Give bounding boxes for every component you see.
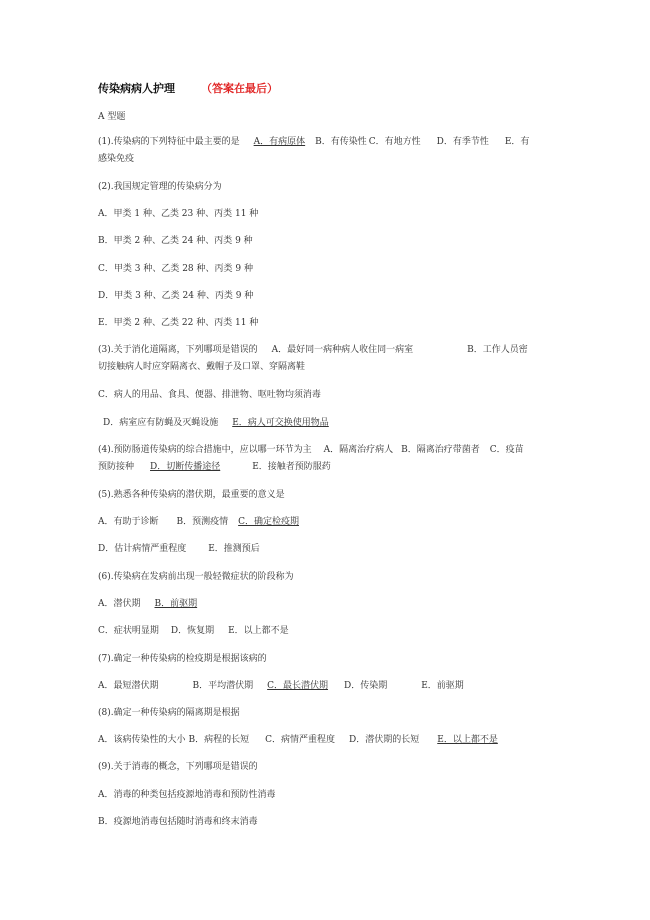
q9-stem: (9).关于消毒的概念，下列哪项是错误的	[98, 762, 258, 772]
q7-option-c: C．最长潜伏期	[267, 681, 329, 691]
q3-option-d: D．病室应有防蝇及灭蝇设施	[103, 418, 219, 428]
q6-option-a: A．潜伏期	[98, 599, 141, 609]
q9-option-b: B．疫源地消毒包括随时消毒和终末消毒	[98, 817, 258, 827]
section-heading: A 型题	[98, 112, 126, 122]
question-1	[98, 135, 529, 150]
question-3	[98, 343, 528, 358]
q8-option-e: E．以上都不是	[437, 735, 498, 745]
q3-option-c: C．病人的用品、食具、便器、排泄物、呕吐物均须消毒	[98, 390, 321, 400]
q8-options	[98, 733, 498, 748]
q7-option-b: B．平均潜伏期	[192, 681, 254, 691]
q7-options	[98, 679, 464, 694]
q6-option-c: C．症状明显期	[98, 626, 159, 636]
q4-option-b: B．隔离治疗带菌者	[401, 445, 480, 455]
q7-option-e: E．前驱期	[421, 681, 464, 691]
q9-option-a: A．消毒的种类包括疫源地消毒和预防性消毒	[98, 790, 276, 800]
q6-option-d: D．恢复期	[170, 626, 215, 636]
q1-option-a: A．有病原体	[253, 137, 306, 147]
q6-options-cde	[98, 624, 289, 639]
q4-option-a: A．隔离治疗病人	[323, 445, 394, 455]
q8-stem: (8).确定一种传染病的隔离期是根据	[98, 708, 240, 718]
q1-option-b: B．有传染性	[315, 137, 367, 147]
q3-option-e: E．病人可交换使用物品	[232, 418, 329, 428]
q4-option-c: C．疫苗	[489, 445, 524, 455]
answer-note: （答案在最后）	[201, 82, 278, 95]
q1-option-e-continued: 感染免疫	[98, 154, 135, 164]
q3-option-b-continued: 切接触病人时应穿隔离衣、戴帽子及口罩、穿隔离鞋	[98, 362, 306, 372]
q5-option-d: D．估计病情严重程度	[98, 544, 187, 554]
q4-stem: (4).预防肠道传染病的综合措施中，应以哪一环节为主	[98, 445, 312, 455]
title-text: 传染病病人护理	[98, 82, 175, 95]
q2-option-a: A．甲类 1 种、乙类 23 种、丙类 11 种	[98, 209, 259, 219]
q2-option-c: C．甲类 3 种、乙类 28 种、丙类 9 种	[98, 264, 253, 274]
q6-options-ab	[98, 597, 197, 612]
q1-option-e: E．有	[504, 137, 530, 147]
q4-line-2	[98, 460, 331, 475]
q4-option-c-continued: 预防接种	[98, 462, 135, 472]
q4-option-d: D．切断传播途径	[150, 462, 221, 472]
q5-options-abc	[98, 515, 299, 530]
q3-options-de	[103, 416, 329, 431]
q2-option-b: B．甲类 2 种、乙类 24 种、丙类 9 种	[98, 236, 253, 246]
q4-option-e: E．接触者预防服药	[252, 462, 331, 472]
q5-options-de	[98, 542, 260, 557]
q8-option-d: D．潜伏期的长短	[349, 735, 420, 745]
q2-stem: (2).我国规定管理的传染病分为	[98, 182, 222, 192]
q6-stem: (6).传染病在发病前出现一般轻微症状的阶段称为	[98, 572, 294, 582]
q5-option-b: B．预测疫情	[176, 517, 229, 527]
q8-option-a: A．该病传染性的大小	[98, 735, 186, 745]
document-title	[98, 80, 278, 96]
q7-option-d: D．传染期	[344, 681, 388, 691]
q5-stem: (5).熟悉各种传染病的潜伏期，最重要的意义是	[98, 490, 285, 500]
q2-option-d: D．甲类 3 种、乙类 24 种、丙类 9 种	[98, 291, 254, 301]
q7-stem: (7).确定一种传染病的检疫期是根据该病的	[98, 654, 267, 664]
question-4	[98, 443, 524, 458]
q7-option-a: A．最短潜伏期	[98, 681, 159, 691]
q1-stem: (1).传染病的下列特征中最主要的是	[98, 137, 240, 147]
q8-option-b: B．病程的长短	[188, 735, 250, 745]
q3-stem: (3).关于消化道隔离，下列哪项是错误的	[98, 345, 258, 355]
q3-option-a: A．最好同一病种病人收住同一病室	[271, 345, 414, 355]
q2-option-e: E．甲类 2 种、乙类 22 种、丙类 11 种	[98, 318, 259, 328]
q1-option-d: D．有季节性	[436, 137, 489, 147]
q6-option-e: E．以上都不是	[228, 626, 289, 636]
q6-option-b: B．前驱期	[154, 599, 198, 609]
q3-option-b: B．工作人员密	[467, 345, 528, 355]
q1-option-c: C．有地方性	[368, 137, 421, 147]
q5-option-c: C．确定检疫期	[238, 517, 300, 527]
q5-option-e: E．推测预后	[208, 544, 260, 554]
q8-option-c: C．病情严重程度	[265, 735, 336, 745]
q5-option-a: A．有助于诊断	[98, 517, 159, 527]
